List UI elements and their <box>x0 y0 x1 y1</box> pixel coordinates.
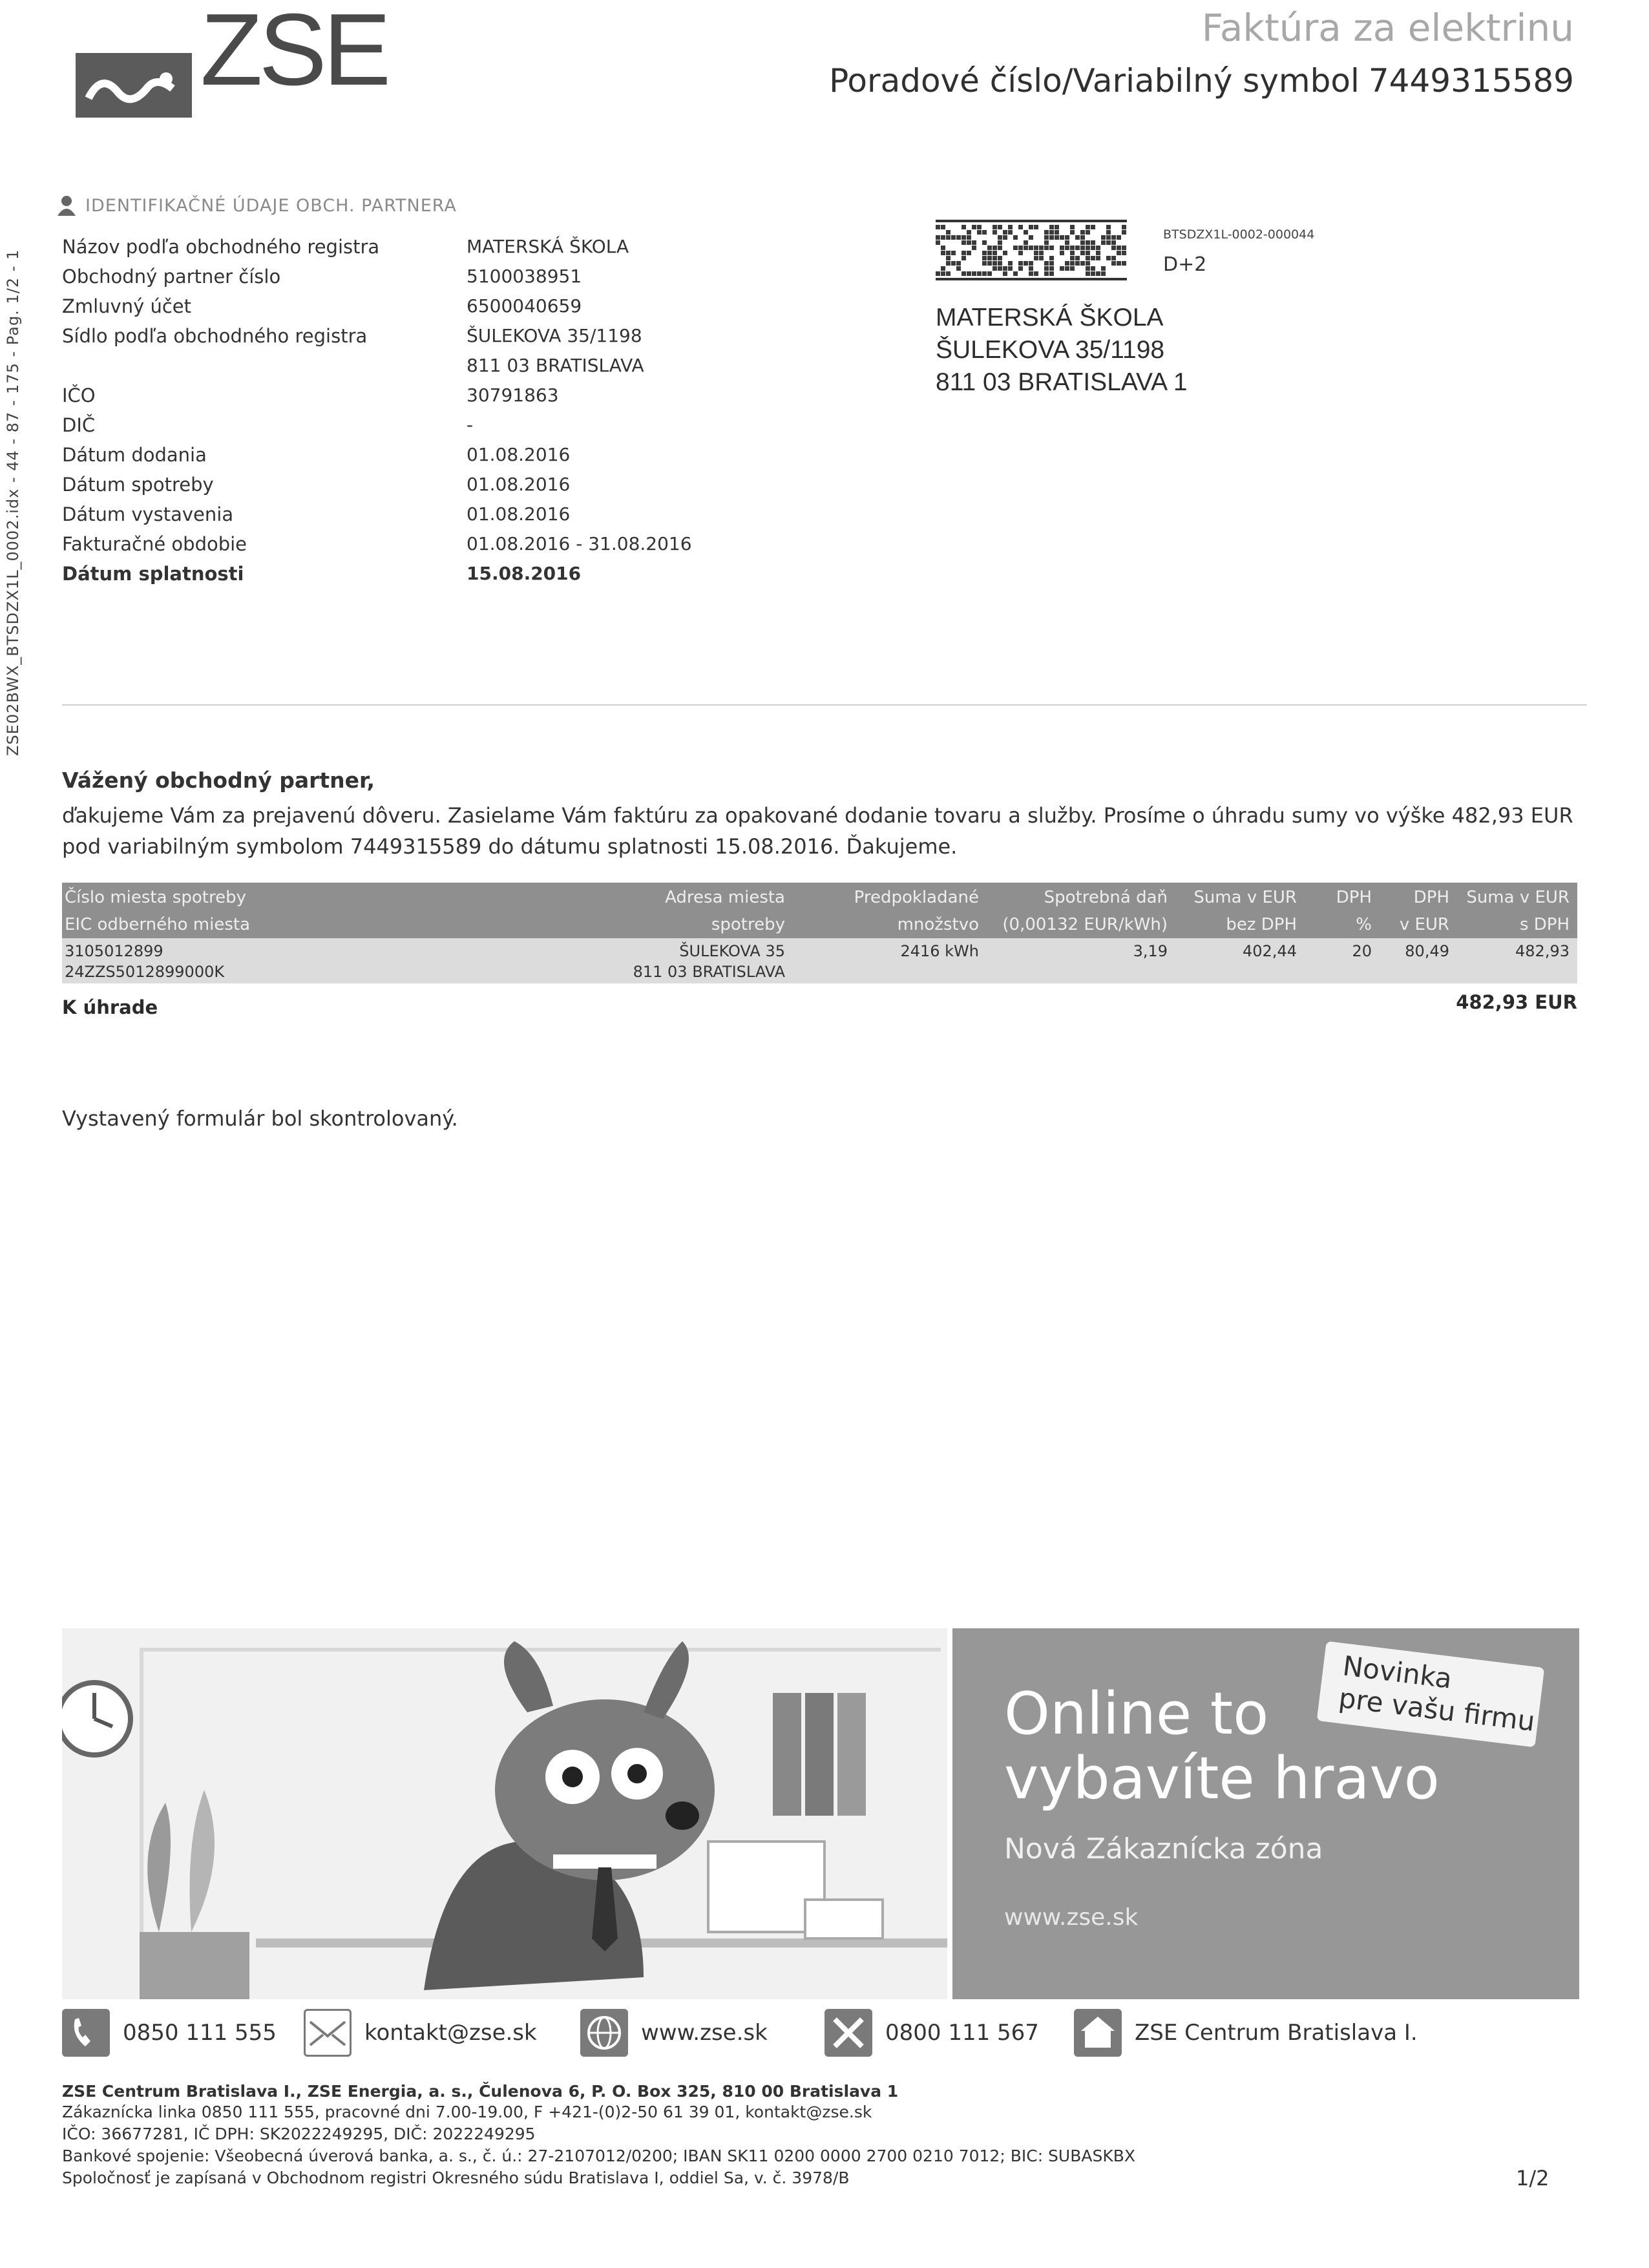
contact-service-text: 0800 111 567 <box>885 2020 1039 2046</box>
contact-web-text: www.zse.sk <box>641 2020 768 2046</box>
th-vat-eur-2: v EUR <box>1399 915 1449 934</box>
label-ico: IČO <box>62 384 96 406</box>
dispatch-code: D+2 <box>1163 253 1207 276</box>
contact-phone[interactable] <box>62 2007 277 2059</box>
table-row <box>62 938 1577 983</box>
phone-icon <box>62 2009 110 2057</box>
cell-net: 402,44 <box>1243 942 1297 960</box>
cell-gross: 482,93 <box>1515 942 1570 960</box>
address-line-1: MATERSKÁ ŠKOLA <box>936 304 1164 331</box>
footer-registry: Spoločnosť je zapísaná v Obchodnom registri Okresného súdu Bratislava I, oddiel Sa, v. č. 3978/B <box>62 2168 850 2187</box>
th-vat-eur: DPH <box>1413 888 1449 907</box>
th-net-2: bez DPH <box>1226 915 1297 934</box>
variable-symbol-label: Poradové číslo/Variabilný symbol <box>829 62 1360 100</box>
th-net: Suma v EUR <box>1193 888 1297 907</box>
label-delivery-date: Dátum dodania <box>62 444 207 466</box>
amount-due-value: 482,93 EUR <box>1456 991 1577 1013</box>
variable-symbol <box>820 62 1574 100</box>
novinka-badge <box>1317 1641 1545 1748</box>
label-due-date: Dátum splatnosti <box>62 563 244 585</box>
value-registry-name: MATERSKÁ ŠKOLA <box>467 236 629 257</box>
greeting: Vážený obchodný partner, <box>62 768 375 793</box>
cell-quantity: 2416 kWh <box>900 942 979 960</box>
th-vat-pct-2: % <box>1356 915 1372 934</box>
contact-phone-text: 0850 111 555 <box>123 2020 277 2046</box>
contact-email[interactable] <box>304 2007 537 2059</box>
letter-line-1: ďakujeme Vám za prejavenú dôveru. Zasielame Vám faktúru za opakované dodanie tovaru a služby. Prosíme o úhradu sumy vo výške 482,93 EUR <box>62 803 1573 828</box>
cell-vat-eur: 80,49 <box>1405 942 1449 960</box>
footer-ids: IČO: 36677281, IČ DPH: SK2022249295, DIČ: 2022249295 <box>62 2125 536 2143</box>
value-dic: - <box>467 414 474 436</box>
contact-email-text: kontakt@zse.sk <box>364 2020 537 2046</box>
address-line-3: 811 03 BRATISLAVA 1 <box>936 368 1188 396</box>
person-icon <box>57 195 76 216</box>
cell-eic: 24ZZS5012899000K <box>65 963 225 981</box>
page-number: 1/2 <box>1516 2166 1549 2190</box>
promo-banner[interactable] <box>952 1628 1579 1999</box>
zse-logo-mark <box>76 53 192 118</box>
contact-web[interactable] <box>580 2007 768 2059</box>
cell-address-2: 811 03 BRATISLAVA <box>633 963 785 981</box>
footer-bank: Bankové spojenie: Všeobecná úverová banka, a. s., č. ú.: 27-2107012/0200; IBAN SK11 0200 0000 2700 0210 7012; BIC: SUBASKBX <box>62 2147 1136 2165</box>
label-partner-number: Obchodný partner číslo <box>62 266 281 288</box>
tools-icon <box>824 2009 872 2057</box>
label-registered-seat: Sídlo podľa obchodného registra <box>62 325 368 347</box>
value-partner-number: 5100038951 <box>467 266 582 287</box>
brand-logo-text: ZSE <box>200 0 388 107</box>
th-gross-2: s DPH <box>1519 915 1570 934</box>
badge-line-2: pre vašu firmu <box>1337 1681 1537 1738</box>
barcode-reference: BTSDZX1L-0002-000044 <box>1163 227 1315 242</box>
value-registered-city: 811 03 BRATISLAVA <box>467 355 644 376</box>
home-icon <box>1074 2009 1122 2057</box>
th-vat-pct: DPH <box>1336 888 1372 907</box>
contact-branch-text: ZSE Centrum Bratislava I. <box>1135 2020 1418 2046</box>
footer-company: ZSE Centrum Bratislava I., ZSE Energia, a. s., Čulenova 6, P. O. Box 325, 810 00 Bratislava 1 <box>62 2082 899 2101</box>
th-quantity-2: množstvo <box>897 915 979 934</box>
th-address: Adresa miesta <box>665 888 785 907</box>
letter-line-2: pod variabilným symbolom 7449315589 do dátumu splatnosti 15.08.2016. Ďakujeme. <box>62 834 958 859</box>
label-issue-date: Dátum vystavenia <box>62 503 234 525</box>
label-contract-account: Zmluvný účet <box>62 295 192 317</box>
partner-heading-text: IDENTIFIKAČNÉ ÚDAJE OBCH. PARTNERA <box>85 195 457 216</box>
form-checked-note: Vystavený formulár bol skontrolovaný. <box>62 1106 458 1131</box>
document-title: Faktúra za elektrinu <box>1201 6 1574 50</box>
cell-spot-number: 3105012899 <box>65 942 163 960</box>
cell-excise: 3,19 <box>1133 942 1168 960</box>
banner-url[interactable]: www.zse.sk <box>1004 1904 1139 1931</box>
2d-barcode <box>936 220 1127 280</box>
value-consumption-date: 01.08.2016 <box>467 474 571 495</box>
mail-icon <box>304 2009 352 2057</box>
value-ico: 30791863 <box>467 384 559 406</box>
th-address-2: spotreby <box>711 915 785 934</box>
label-dic: DIČ <box>62 414 96 436</box>
th-excise-2: (0,00132 EUR/kWh) <box>1002 915 1168 934</box>
label-billing-period: Fakturačné obdobie <box>62 533 247 555</box>
value-contract-account: 6500040659 <box>467 295 582 317</box>
value-due-date: 15.08.2016 <box>467 563 582 584</box>
value-issue-date: 01.08.2016 <box>467 503 571 525</box>
address-line-2: ŠULEKOVA 35/1198 <box>936 336 1165 364</box>
globe-icon <box>580 2009 628 2057</box>
th-gross: Suma v EUR <box>1466 888 1570 907</box>
variable-symbol-number: 7449315589 <box>1368 62 1574 100</box>
label-consumption-date: Dátum spotreby <box>62 474 214 496</box>
value-billing-period: 01.08.2016 - 31.08.2016 <box>467 533 692 554</box>
footer-hotline: Zákaznícka linka 0850 111 555, pracovné dni 7.00-19.00, F +421-(0)2-50 61 39 01, kontakt@zse.sk <box>62 2103 872 2121</box>
invoice-table-header <box>62 883 1577 938</box>
side-tracking-code: ZSE02BWX_BTSDZX1L_0002.idx - 44 - 87 - 175 - Pag. 1/2 - 1 <box>4 249 22 756</box>
partner-section-heading <box>57 195 457 216</box>
contact-service-line[interactable] <box>824 2007 1039 2059</box>
value-registered-seat: ŠULEKOVA 35/1198 <box>467 325 642 346</box>
cell-address-1: ŠULEKOVA 35 <box>679 942 785 960</box>
banner-headline-1: Online to <box>1004 1680 1269 1748</box>
cell-vat-pct: 20 <box>1352 942 1372 960</box>
badge-line-1: Novinka <box>1341 1650 1454 1695</box>
banner-subline: Nová Zákaznícka zóna <box>1004 1832 1323 1865</box>
value-delivery-date: 01.08.2016 <box>467 444 571 465</box>
dog-office-illustration <box>62 1628 947 1999</box>
th-spot-number: Číslo miesta spotreby <box>65 888 246 907</box>
th-eic: EIC odberného miesta <box>65 915 251 934</box>
th-excise: Spotrebná daň <box>1044 888 1168 907</box>
label-registry-name: Názov podľa obchodného registra <box>62 236 380 258</box>
th-quantity: Predpokladané <box>854 888 979 907</box>
amount-due-label: K úhrade <box>62 996 158 1018</box>
section-divider <box>62 704 1587 706</box>
contact-branch[interactable] <box>1074 2007 1418 2059</box>
banner-headline-2: vybavíte hravo <box>1004 1745 1440 1812</box>
